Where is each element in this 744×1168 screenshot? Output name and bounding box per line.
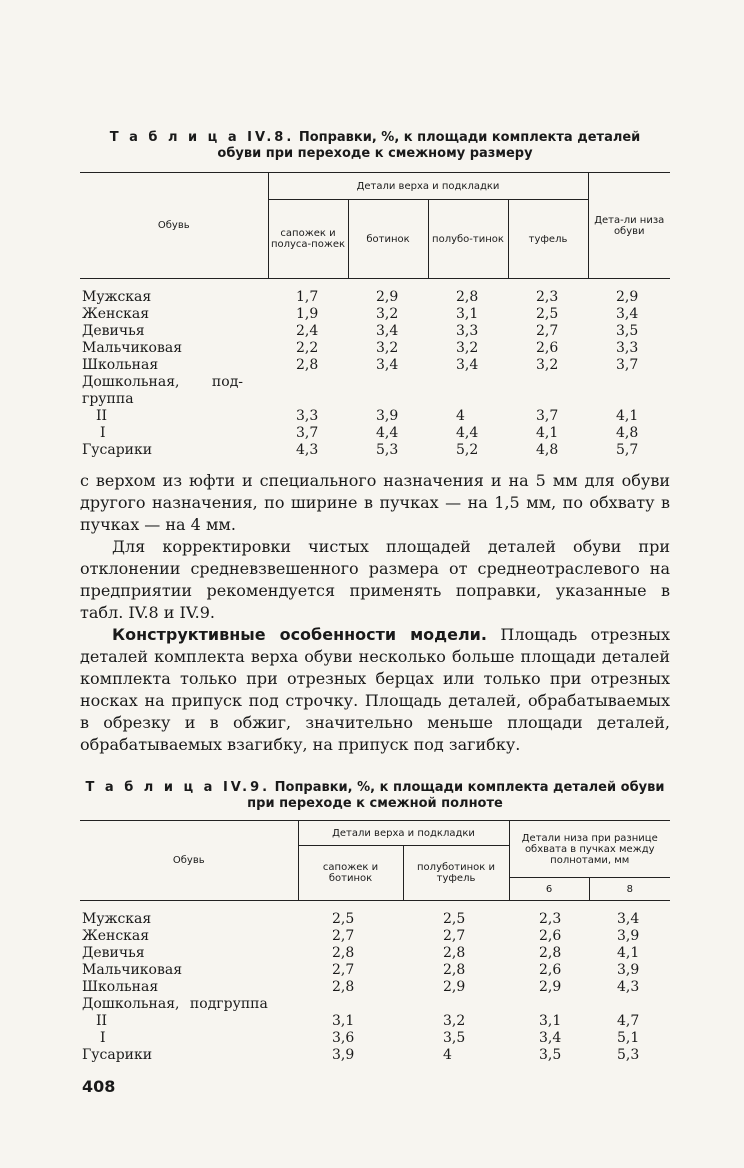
table-2: [80, 820, 670, 1064]
table-1-header-footwear: Обувь: [80, 173, 268, 279]
page-number: 408: [82, 1077, 116, 1096]
table-row: Мальчиковая 2,7 2,8 2,6 3,9: [82, 962, 640, 978]
table-2-title-line1: Поправки, %, к площади комплекта деталей обуви: [274, 780, 665, 795]
table-2-header-sub-2: полуботинок и туфель: [403, 846, 509, 901]
table-row: Женская 2,7 2,7 2,6 3,9: [82, 928, 640, 944]
table-row: группа: [82, 391, 134, 407]
table-row: I 3,6 3,5 3,4 5,1: [100, 1030, 640, 1046]
table-row: II 3,3 3,9 4 3,7 4,1: [96, 408, 639, 424]
table-2-number: Т а б л и ц а IV.9.: [85, 780, 271, 795]
table-row: Школьная 2,8 2,9 2,9 4,3: [82, 979, 640, 995]
table-1-caption: [80, 130, 670, 162]
table-1-header-sub-1: сапожек и полуса-пожек: [268, 200, 348, 279]
table-1-header-sub-2: ботинок: [348, 200, 428, 279]
table-1: [80, 172, 670, 459]
body-text: [80, 470, 670, 756]
table-row: I 3,7 4,4 4,4 4,1 4,8: [100, 425, 639, 441]
table-2-header-upper: Детали верха и подкладки: [298, 821, 509, 846]
paragraph-3-text: Площадь отрезных деталей комплекта верха обуви несколько больше площади деталей комплекта только при отрезных берцах или только при отрезных носках на припуск под строчку. Площадь деталей, обрабатываемых в обрезку и в обжиг, значительно меньше площади деталей, обрабатываемых взагибку, на припуск под загибку.: [80, 625, 670, 754]
table-2-header-sub-6mm: 6: [509, 878, 589, 901]
paragraph-1: с верхом из юфти и специального назначения и на 5 мм для обуви другого назначения, по ширине в пучках — на 1,5 мм, по обхвату в пучках — на 4 мм.: [80, 471, 670, 534]
table-row: Школьная 2,8 3,4 3,4 3,2 3,7: [82, 357, 639, 373]
paragraph-3-heading: Конструктивные особенности модели.: [112, 625, 487, 644]
paragraph-3: [80, 624, 670, 756]
table-row: Мужская 2,5 2,5 2,3 3,4: [82, 911, 640, 927]
table-2-header-footwear: Обувь: [80, 821, 298, 901]
table-row: II 3,1 3,2 3,1 4,7: [96, 1013, 640, 1029]
table-row: Мужская 1,7 2,9 2,8 2,3 2,9: [82, 289, 639, 305]
table-row: Гусарики 3,9 4 3,5 5,3: [82, 1047, 640, 1063]
table-row: Гусарики 4,3 5,3 5,2 4,8 5,7: [82, 442, 639, 458]
table-row: Девичья 2,8 2,8 2,8 4,1: [82, 945, 640, 961]
table-row: Девичья 2,4 3,4 3,3 2,7 3,5: [82, 323, 639, 339]
table-row: Дошкольная, подгруппа: [82, 996, 268, 1012]
table-1-header-sub-3: полубо-тинок: [428, 200, 508, 279]
table-1-number: Т а б л и ц а IV.8.: [109, 130, 295, 145]
table-1-title-line1: Поправки, %, к площади комплекта деталей: [298, 130, 641, 145]
table-1-header-upper: Детали верха и подкладки: [268, 173, 588, 200]
table-row: Дошкольная, под-: [82, 374, 244, 390]
table-2-title-line2: при переходе к смежной полноте: [247, 796, 503, 811]
table-2-header-bottom: Детали низа при разнице обхвата в пучках между полнотами, мм: [509, 821, 670, 878]
table-2-header-sub-1: сапожек и ботинок: [298, 846, 403, 901]
table-1-header-sub-4: туфель: [508, 200, 588, 279]
table-1-header-bottom: Дета-ли низа обуви: [588, 173, 670, 279]
table-row: Мальчиковая 2,2 3,2 3,2 2,6 3,3: [82, 340, 639, 356]
table-2-caption: [80, 780, 670, 812]
paragraph-2: Для корректировки чистых площадей деталей обуви при отклонении средневзвешенного размера от среднеотраслевого на предприятии рекомендуется применять поправки, указанные в табл. IV.8 и IV.9.: [80, 537, 670, 622]
table-2-header-sub-8mm: 8: [589, 878, 670, 901]
table-1-title-line2: обуви при переходе к смежному размеру: [217, 146, 533, 161]
table-row: Женская 1,9 3,2 3,1 2,5 3,4: [82, 306, 639, 322]
